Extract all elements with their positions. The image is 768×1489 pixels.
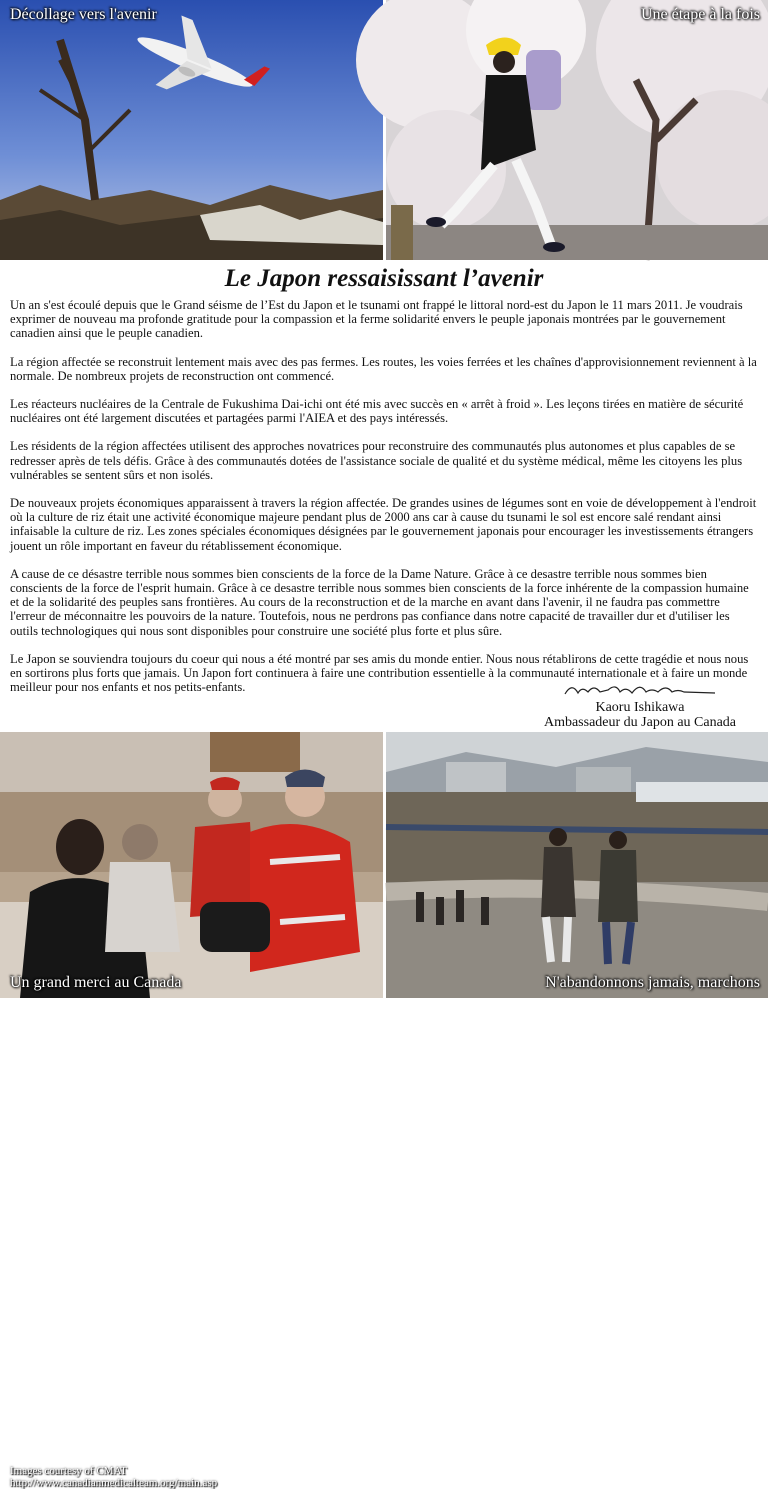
handwritten-signature bbox=[560, 680, 720, 700]
credit-line: Images courtesy of CMAT bbox=[10, 1465, 128, 1477]
signatory-title: Ambassadeur du Japon au Canada bbox=[543, 715, 737, 730]
paragraph: Le Japon se souviendra toujours du coeur qui nous a été montré par ses amis du monde entier. Nous nous rétablirons de cette tragédie et nous nous en sortirons plus forts que jamais. Un Japon fort continuera à faire une contribution essentielle à la communauté internationale et à faire un monde meilleur pour nos enfants et nos petits-enfants. bbox=[10, 651, 749, 695]
photo-people-walking-debris bbox=[386, 732, 768, 998]
photo-child-cherry-blossoms bbox=[386, 0, 768, 260]
paragraph: Un an s'est écoulé depuis que le Grand séisme de l’Est du Japon et le tsunami ont frappé le littoral nord-est du Japon le 11 mars 2011. Je voudrais exprimer de nouveau ma profonde gratitude pour la compassion et la ferme solidarité envers le peuple japonais montrées par le gouvernement canadien ainsi que le peuple canadien. bbox=[10, 298, 743, 341]
medical-team-photo-illustration bbox=[0, 732, 383, 998]
paragraph: De nouveaux projets économiques apparaissent à travers la région affectée. De grandes usines de légumes sont en voie de développement à l'endroit où la culture de riz était une activité économique majeure pendant plus de 2000 ans car à cause du tsunami le sol est encore salé rendant ainsi infaisable la culture de riz. Les zones spéciales économiques désignées par le gouvernement japonais pour encourager les investissements étrangers jouent un rôle important en faveur du rétablissement économique. bbox=[10, 496, 757, 553]
credit-url: http://www.canadianmedicalteam.org/main.asp bbox=[10, 1477, 218, 1489]
paragraph: Les résidents de la région affectées utilisent des approches novatrices pour reconstruire des communautés plus autonomes et plus capables de se redresser après de tels défis. Grâce à des communautés dotées de l'assistance sociale de qualité et du système médical, même les citoyens les plus vulnérables se sentent sûrs et non isolés. bbox=[10, 439, 743, 482]
signature-block bbox=[530, 680, 750, 730]
signatory-name: Kaoru Ishikawa bbox=[595, 700, 685, 715]
photo-airplane-over-debris bbox=[0, 0, 383, 260]
caption-bottom-right: N'abandonnons jamais, marchons bbox=[545, 974, 760, 991]
paragraph: La région affectée se reconstruit lentement mais avec des pas fermes. Les routes, les voies ferrées et les chaînes d'approvisionnement reviennent à la normale. De nombreux projets de reconstruction ont commencé. bbox=[10, 354, 757, 383]
caption-top-right: Une étape à la fois bbox=[640, 6, 760, 23]
caption-top-left: Décollage vers l'avenir bbox=[10, 6, 157, 23]
photo-medical-team bbox=[0, 732, 383, 1489]
caption-bottom-left: Un grand merci au Canada bbox=[10, 974, 182, 991]
airplane-photo-illustration bbox=[0, 0, 383, 260]
child-photo-illustration bbox=[386, 0, 768, 260]
letter-body bbox=[10, 298, 758, 708]
page-title: Le Japon ressaisissant l’avenir bbox=[224, 265, 544, 292]
paragraph: Les réacteurs nucléaires de la Centrale de Fukushima Dai-ichi ont été mis avec succès en « arrêt à froid ». Les leçons tirées en matière de sécurité nucléaires ont été largement discutées et partagées parmi l'AIEA et des pays intéressés. bbox=[10, 397, 744, 426]
debris-photo-illustration bbox=[386, 732, 768, 998]
paragraph: A cause de ce désastre terrible nous sommes bien conscients de la force de la Dame Nature. Grâce à ce desastre terrible nous sommes bien conscients de la force de l'esprit humain. Grâce à ce desastre terrible nous sommes bien conscients de la force inhérente de la compassion humaine et de la solidarité des peuples sans frontières. Au cours de la reconstruction et de la marche en avant dans l'avenir, il ne faudra pas commettre l'erreur de méconnaitre les pouvoirs de la nature. Toutefois, nous ne perdrons pas confiance dans notre capacité de travailler dur et d'utiliser les outils technologiques qui nous sont disponibles pour construire une société plus forte et plus sûre. bbox=[10, 566, 749, 638]
image-credit bbox=[10, 1465, 217, 1489]
